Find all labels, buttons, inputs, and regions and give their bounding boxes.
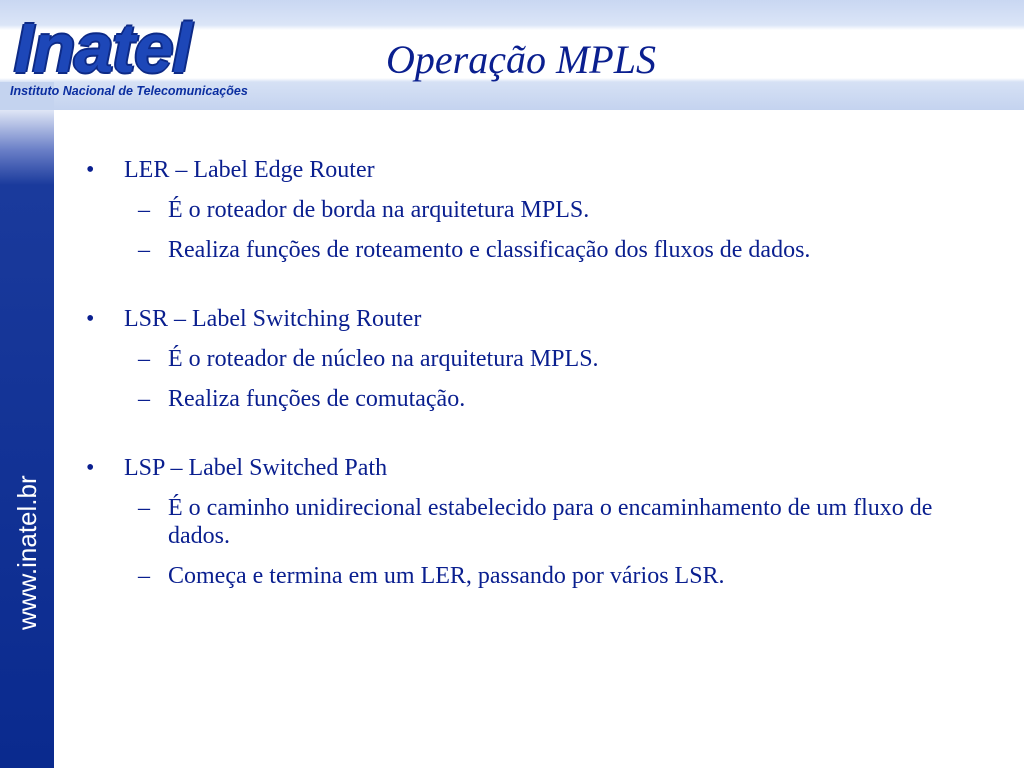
bullet-lsr (86, 305, 996, 333)
sub-mark: – (138, 386, 150, 412)
inatel-logo (10, 9, 300, 102)
bullet-text: LER – Label Edge Router (124, 157, 375, 183)
slide-content (86, 156, 996, 590)
sub-mark: – (138, 346, 150, 372)
sub-bullet (86, 196, 996, 224)
sub-mark: – (138, 237, 150, 263)
sub-mark: – (138, 495, 150, 521)
bullet-mark: • (86, 306, 95, 332)
sub-bullet (86, 236, 996, 264)
logo-word: Inatel (14, 9, 191, 87)
bullet-text: LSP – Label Switched Path (124, 455, 388, 481)
sub-text: Realiza funções de comutação. (168, 386, 466, 412)
bullet-mark: • (86, 455, 95, 481)
sub-text: Realiza funções de roteamento e classificação dos fluxos de dados. (168, 237, 811, 263)
sub-text: É o roteador de borda na arquitetura MPLS. (168, 197, 590, 223)
sub-bullet (86, 385, 996, 413)
bullet-ler (86, 156, 996, 184)
sidebar-bar (0, 110, 54, 768)
sub-text: É o caminho unidirecional estabelecido para o encaminhamento de um fluxo de dados. (168, 495, 933, 549)
sub-text: É o roteador de núcleo na arquitetura MPLS. (168, 346, 599, 372)
logo-subtitle: Instituto Nacional de Telecomunicações (10, 84, 248, 98)
slide-title: Operação MPLS (386, 37, 656, 82)
bullet-mark: • (86, 157, 95, 183)
side-url: www.inatel.br (12, 475, 42, 630)
sub-text: Começa e termina em um LER, passando por vários LSR. (168, 563, 725, 589)
sub-bullet (86, 562, 996, 590)
sub-mark: – (138, 197, 150, 223)
sub-bullet (86, 494, 996, 550)
bullet-lsp (86, 454, 996, 482)
sub-bullet (86, 345, 996, 373)
bullet-text: LSR – Label Switching Router (124, 306, 422, 332)
sub-mark: – (138, 563, 150, 589)
